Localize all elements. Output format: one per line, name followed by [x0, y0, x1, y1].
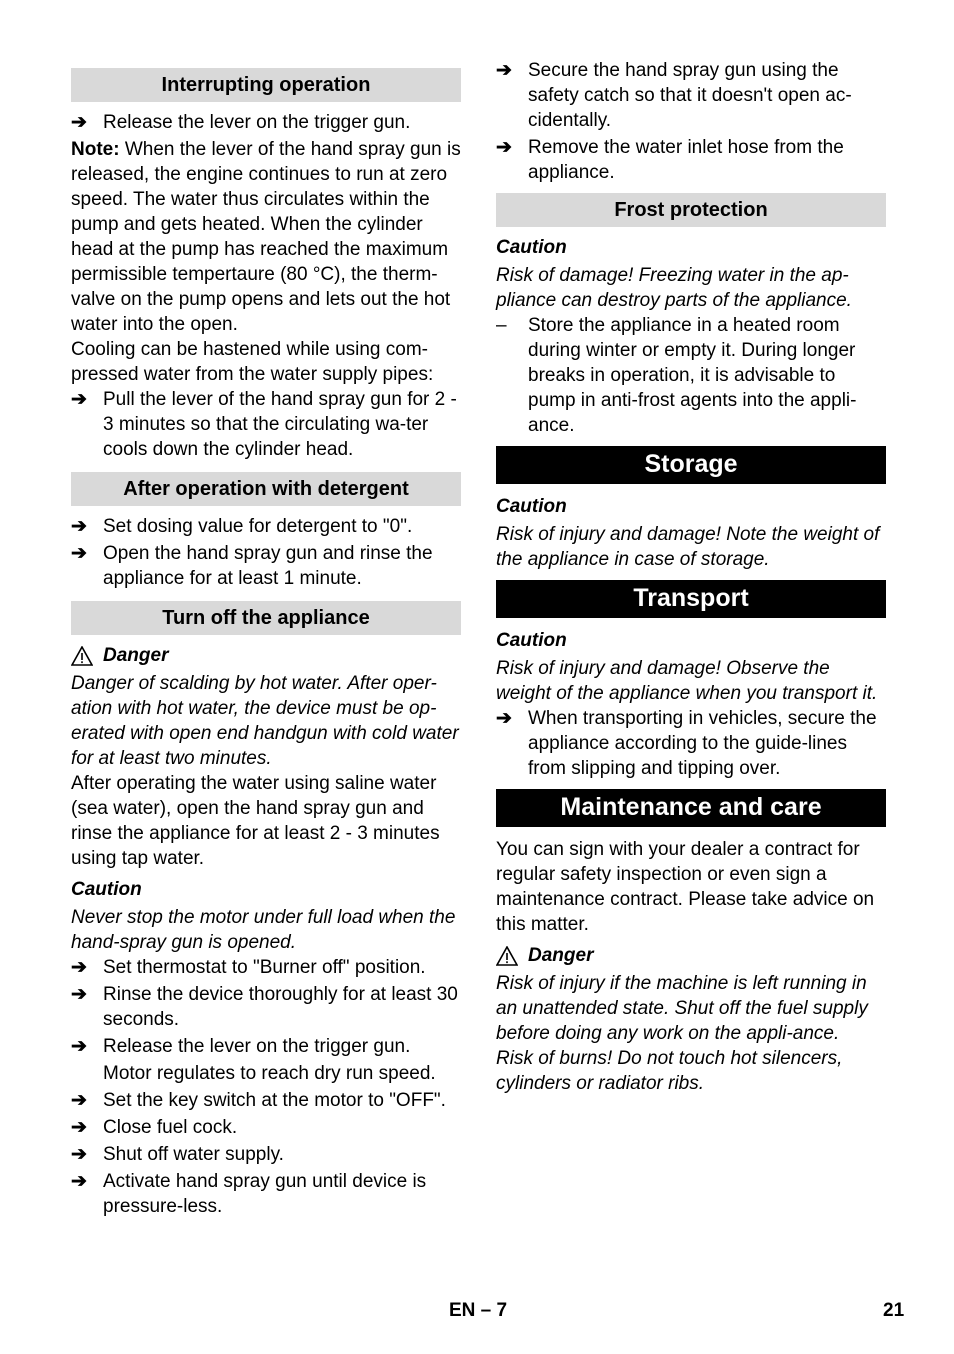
arrow-right-icon: ➔ — [71, 543, 87, 564]
heading-interrupting-operation: Interrupting operation — [71, 68, 461, 102]
footer-section-label: EN – 7 — [449, 1300, 508, 1321]
arrow-right-icon: ➔ — [71, 1171, 87, 1192]
list-item: ➔ Remove the water inlet hose from the appliance. — [496, 137, 844, 183]
list-item: ➔ Pull the lever of the hand spray gun for 2 - 3 minutes so that the circulating wa-ter cools down the cylinder head. — [71, 389, 457, 460]
list-item: ➔ Secure the hand spray gun using the safety catch so that it doesn't open ac-cidentally. — [496, 60, 852, 131]
arrow-right-icon: ➔ — [496, 137, 512, 158]
caution-text: Risk of injury and damage! Observe the weight of the appliance when you transport it. — [496, 658, 878, 704]
heading-frost-protection: Frost protection — [496, 193, 886, 227]
motor-text: Motor regulates to reach dry run speed. — [103, 1063, 436, 1084]
caution-text: Never stop the motor under full load when the hand-spray gun is opened. — [71, 907, 456, 953]
arrow-right-icon: ➔ — [71, 112, 87, 133]
list-item: ➔ Release the lever on the trigger gun. — [71, 1036, 411, 1057]
arrow-right-icon: ➔ — [71, 389, 87, 410]
arrow-right-icon: ➔ — [496, 708, 512, 729]
warning-triangle-icon — [496, 946, 518, 966]
list-item: ➔ Activate hand spray gun until device is pressure-less. — [71, 1171, 427, 1217]
heading-after-operation-detergent: After operation with detergent — [71, 472, 461, 506]
danger-text: Risk of injury if the machine is left running in an unattended state. Shut off the fuel supply before doing any work on the appli-ance. — [496, 973, 868, 1044]
caution-text: Risk of damage! Freezing water in the ap-pliance can destroy parts of the appliance. — [496, 265, 852, 311]
list-item: ➔ Shut off water supply. — [71, 1144, 284, 1165]
arrow-right-icon: ➔ — [71, 957, 87, 978]
list-item: ➔ Set dosing value for detergent to "0". — [71, 516, 413, 537]
heading-maintenance-and-care: Maintenance and care — [496, 789, 886, 827]
list-item: ➔ Set thermostat to "Burner off" position. — [71, 957, 426, 978]
arrow-right-icon: ➔ — [71, 1144, 87, 1165]
page-footer — [0, 1294, 954, 1324]
list-item: ➔ Set the key switch at the motor to "OFF". — [71, 1090, 446, 1111]
heading-storage: Storage — [496, 446, 886, 484]
list-item: ➔ Open the hand spray gun and rinse the appliance for at least 1 minute. — [71, 543, 433, 589]
danger-text: Danger of scalding by hot water. After oper-ation with hot water, the device must be op-erated with open end handgun with cold water for at least two minutes. — [71, 673, 459, 769]
note-paragraph: Note: When the lever of the hand spray gun is released, the engine continues to run at zero speed. The water thus circulates within the pump and gets heated. When the cylinder head at the pump has reached the maximum permissible tempertaure (80 °C), the therm-valve on the pump opens and lets out the hot water into the open. — [71, 139, 461, 335]
danger-label: Danger — [71, 643, 461, 668]
list-item: – Store the appliance in a heated room during winter or empty it. During longer breaks in operation, it is advisable to pump in anti-frost agents into the appli-ance. — [496, 315, 857, 436]
list-item: ➔ Rinse the device thoroughly for at least 30 seconds. — [71, 984, 458, 1030]
arrow-right-icon: ➔ — [71, 1090, 87, 1111]
arrow-right-icon: ➔ — [71, 984, 87, 1005]
caution-label: Caution — [71, 879, 142, 900]
arrow-right-icon: ➔ — [71, 516, 87, 537]
arrow-right-icon: ➔ — [496, 60, 512, 81]
left-column — [71, 64, 461, 1221]
danger-label: Danger — [496, 943, 886, 968]
caution-text: Risk of injury and damage! Note the weight of the appliance in case of storage. — [496, 524, 880, 570]
list-item: ➔ Close fuel cock. — [71, 1117, 238, 1138]
heading-turn-off-appliance: Turn off the appliance — [71, 601, 461, 635]
danger-text: Risk of burns! Do not touch hot silencers, cylinders or radiator ribs. — [496, 1048, 843, 1094]
caution-label: Caution — [496, 496, 567, 517]
maintenance-paragraph: You can sign with your dealer a contract for regular safety inspection or even sign a maintenance contract. Please take advice on this matter. — [496, 839, 875, 935]
caution-label: Caution — [496, 237, 567, 258]
right-column — [496, 58, 886, 1096]
arrow-right-icon: ➔ — [71, 1117, 87, 1138]
cooling-paragraph: Cooling can be hastened while using com-pressed water from the water supply pipes: — [71, 339, 434, 385]
dash-bullet: – — [496, 315, 507, 336]
caution-label: Caution — [496, 630, 567, 651]
saline-paragraph: After operating the water using saline water (sea water), open the hand spray gun and rinse the appliance for at least 2 - 3 minutes using tap water. — [71, 773, 440, 869]
arrow-right-icon: ➔ — [71, 1036, 87, 1057]
list-item: ➔ When transporting in vehicles, secure the appliance according to the guide-lines from slipping and tipping over. — [496, 708, 877, 779]
list-item: ➔ Release the lever on the trigger gun. — [71, 112, 411, 133]
warning-triangle-icon — [71, 646, 93, 666]
page-number: 21 — [883, 1300, 905, 1321]
heading-transport: Transport — [496, 580, 886, 618]
